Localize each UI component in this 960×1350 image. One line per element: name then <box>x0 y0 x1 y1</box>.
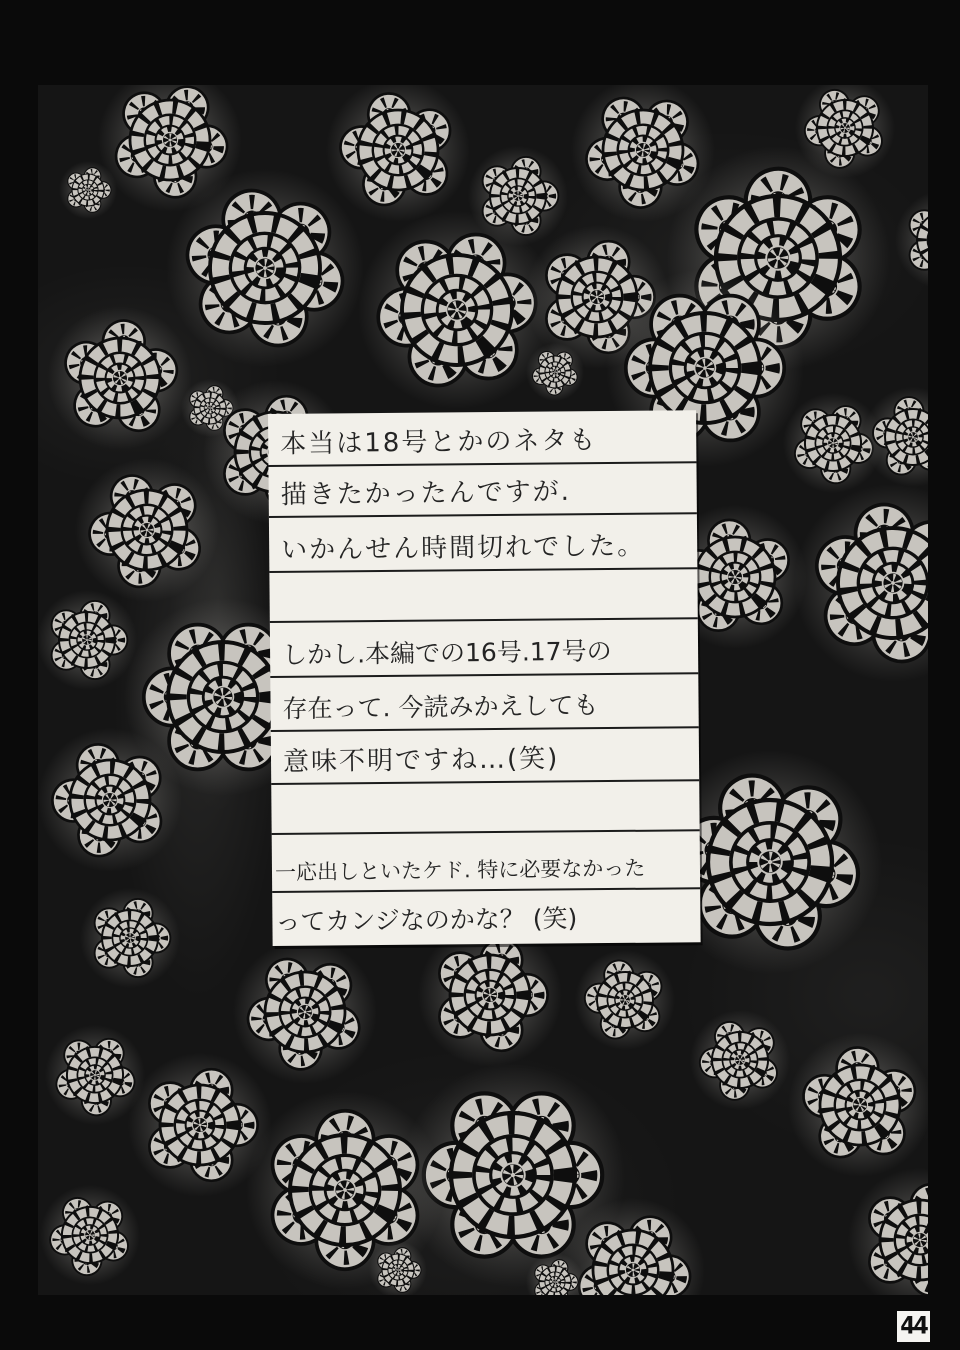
note-line <box>272 831 700 893</box>
note-line <box>270 619 698 678</box>
note-line-text: ってカンジなのかな？ (笑) <box>275 903 578 937</box>
page-number-badge <box>897 1311 930 1342</box>
note-line-text: いかんせん時間切れでした。 <box>281 531 646 566</box>
handwritten-note-paper <box>268 410 701 946</box>
note-line-text: しかし.本編での16号.17号の <box>281 636 612 670</box>
note-line <box>270 674 698 732</box>
note-line-text: 一応出しといたケド. 特に必要なかった <box>274 856 646 885</box>
note-line-text: 意味不明ですね…(笑) <box>282 743 560 778</box>
note-line-blank <box>271 781 699 835</box>
note-line-text: 存在って. 今読みかえしても <box>282 690 599 724</box>
note-line-text: 描きたかったんですが. <box>280 476 572 511</box>
note-line <box>271 728 699 785</box>
note-line <box>268 410 696 467</box>
note-line-blank <box>269 569 697 623</box>
note-line-text: 本当は18号とかのネタも <box>280 425 598 460</box>
note-line <box>268 463 696 518</box>
page-number: 44 <box>900 1312 927 1341</box>
note-line <box>272 889 700 943</box>
note-line <box>269 514 697 573</box>
